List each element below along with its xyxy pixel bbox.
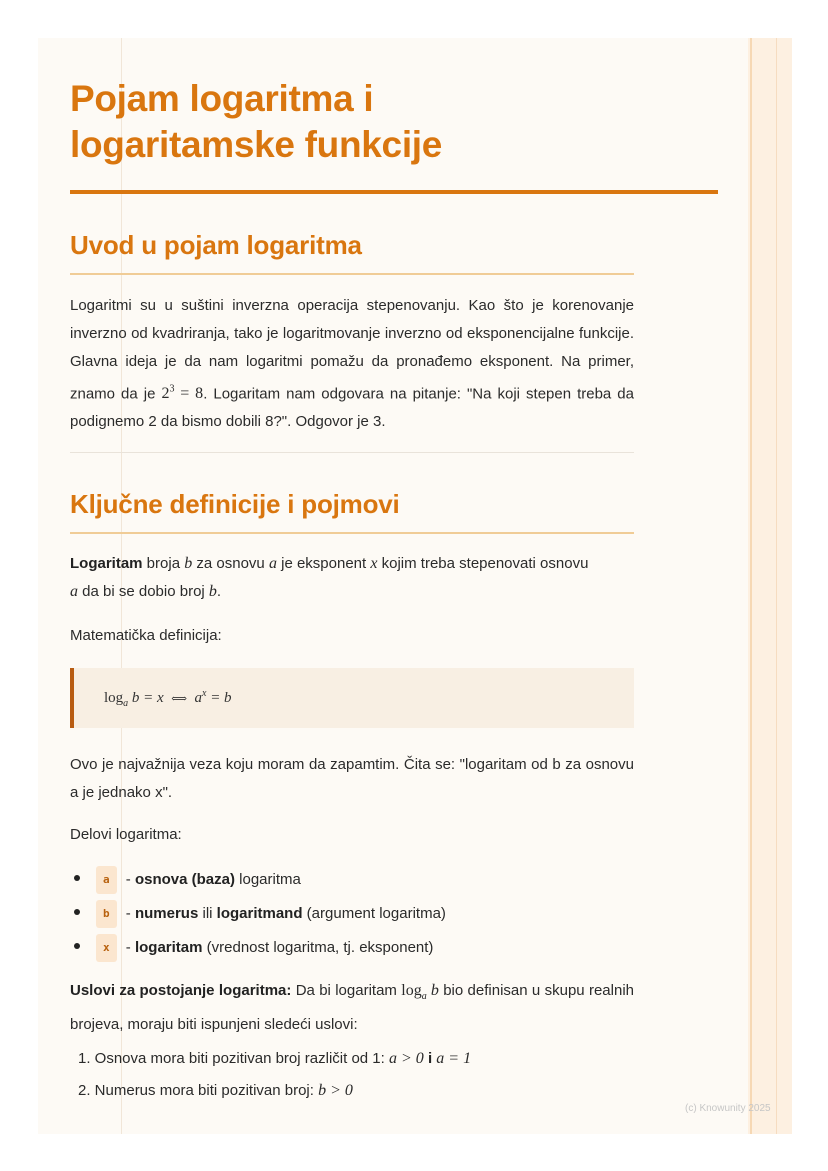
definition-paragraph: Logaritam broja b za osnovu a je eksponent x kojim treba stepenovati osnovu a da bi se dobio broj b. (70, 555, 589, 600)
list-item: x - logaritam (vrednost logaritma, tj. eksponent) (70, 934, 634, 968)
conditions-paragraph: Uslovi za postojanje logaritma: Da bi logaritam $\log_a b$ bio definisan u skupu realnih brojeva, moraju biti ispunjeni sledeći uslovi: (70, 982, 634, 1033)
list-item: 1. Osnova mora biti pozitivan broj različit od 1: a > 0 i a = 1 (78, 1050, 472, 1067)
code-badge: a (96, 866, 117, 894)
title-line-2: logaritamske funkcije (70, 124, 443, 165)
note-paragraph: Ovo je najvažnija veza koju moram da zapamtim. Čita se: "logaritam od b za osnovu a je jednako x". (70, 756, 634, 801)
intro-text-a: Logaritmi su u suštini inverzna operacija stepenovanju. Kao što je korenovanje inverzno od kvadriranja, tako je logaritmovanje inverzno od eksponencijalne funkcije. Glavna ideja je da nam logaritmi pomažu da pronađemo eksponent. Na primer, znamo da je (70, 297, 634, 403)
section-definitions (70, 489, 400, 520)
list-item: b - numerus ili logaritmand (argument logaritma) (70, 900, 634, 934)
log-definition-formula: $\log_a b = x$ ⟺ $a^x = b$ (104, 688, 232, 709)
iff-symbol: ⟺ (171, 693, 187, 705)
title-underline (70, 190, 718, 194)
section-heading-definitions: Ključne definicije i pojmovi (70, 489, 400, 519)
intro-math: $2^3 = 8$ (161, 384, 204, 403)
right-margin-strip (748, 38, 792, 1134)
list-item: 2. Numerus mora biti pozitivan broj: b > 0 (78, 1082, 353, 1099)
bullet-icon (74, 875, 80, 881)
list-item: a - osnova (baza) logaritma (70, 866, 634, 900)
section-heading-intro: Uvod u pojam logaritma (70, 230, 362, 260)
section-rule-intro (70, 273, 634, 275)
formula-box (70, 668, 634, 728)
conditions-list (70, 1047, 634, 1111)
page-title (70, 76, 670, 168)
parts-list (70, 866, 634, 968)
bullet-icon (74, 909, 80, 915)
code-badge: b (96, 900, 117, 928)
title-line-1: Pojam logaritma i (70, 78, 374, 119)
right-margin-line (750, 38, 752, 1134)
intro-text-b: . Logaritam nam odgovara na pitanje: "Na koji stepen treba da podignemo 2 da bismo dobili 8?". Odgovor je 3. (70, 385, 634, 431)
intro-paragraph (70, 292, 634, 436)
section-rule-definitions (70, 532, 634, 534)
parts-label: Delovi logaritma: (70, 826, 182, 843)
section-divider (70, 452, 634, 453)
bullet-icon (74, 943, 80, 949)
section-intro (70, 230, 362, 261)
footer-copyright: (c) Knowunity 2025 (685, 1103, 771, 1114)
code-badge: x (96, 934, 117, 962)
math-definition-label: Matematička definicija: (70, 627, 222, 644)
right-margin-line-inner (776, 38, 777, 1134)
